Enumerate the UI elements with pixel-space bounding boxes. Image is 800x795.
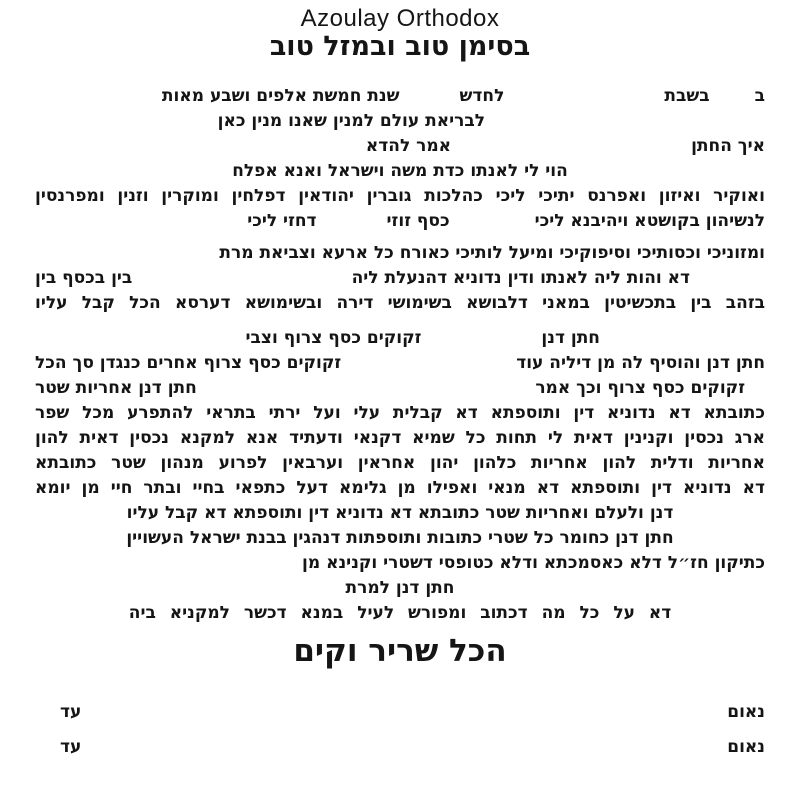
text-segment: בזהב בין בתכשיטין במאני דלבושא בשימושי דירה ובשימושא דערסא הכל קבל עליו: [35, 293, 765, 313]
fill-blank-day-of-month: [504, 100, 664, 101]
text-segment: דא והות ליה לאנתו ודין נדוניא דהנעלת ליה: [351, 268, 690, 288]
ketubah-line-mohar: [35, 211, 765, 236]
text-segment: זקוקים כסף צרוף וצבי: [245, 328, 422, 348]
text-segment: ואוקיר ואיזון ואפרנס יתיכי ליכי כהלכות גוברין יהודאין דפלחין ומוקרין וזנין ומפרנסין: [35, 186, 765, 206]
signer-label: נאום: [727, 702, 765, 722]
ketubah-line-sustenance: [35, 243, 765, 268]
fill-blank-zekukim-amount: [421, 342, 541, 343]
text-segment: חתן דנן למרת: [345, 578, 455, 598]
text-segment: דא נדוניא דין ותוספתא דא מנאי ואפילו מן גלימא דעל כתפאי בחיי ובתר חיי מן יומא: [35, 478, 765, 498]
ketubah-text-body: [35, 86, 765, 628]
text-segment: הוי לי לאנתו כדת משה וישראל ואנא אפלח: [232, 161, 568, 181]
signature-row-witness-2: [35, 737, 765, 757]
ketubah-line-obligations: [35, 186, 765, 211]
fill-blank-groom-name: [451, 150, 691, 151]
text-segment: איך החתן: [691, 136, 765, 156]
text-segment: לנשיהון בקושטא ויהיבנא ליכי: [534, 211, 765, 231]
document-title: Azoulay Orthodox: [300, 5, 500, 32]
ketubah-line-dowry-intro: [35, 268, 765, 293]
ketubah-line-era: [35, 111, 765, 136]
text-segment: כתובתא דא נדוניא דין ותוספתא דא קבלית עלי ועל ירתי בתראי להתפרע מכל שפר: [35, 403, 765, 423]
text-segment: חתן דנן: [541, 328, 600, 348]
text-segment: לבריאת עולם למנין שאנו מנין כאן: [217, 111, 485, 131]
ketubah-line-guarantee-3: [35, 453, 765, 478]
ketubah-line-addition: [35, 353, 765, 378]
ketubah-line-custom: [35, 528, 765, 553]
text-segment: דחזי ליכי: [247, 211, 317, 231]
ketubah-line-groom-intro: [35, 136, 765, 161]
witness-label: עד: [60, 702, 82, 722]
text-segment: שנת חמשת אלפים ושבע מאות: [161, 86, 400, 106]
fill-blank-zuzim-amount: [317, 225, 387, 226]
text-segment: בשבת: [664, 86, 710, 106]
ketubah-line-dowry-sum: [35, 328, 765, 353]
fill-blank-space: [690, 282, 765, 283]
text-segment: חתן דנן אחריות שטר: [35, 378, 197, 398]
ketubah-line-dowry-items: [35, 293, 765, 318]
text-segment: כתיקון חז״ל דלא כאסמכתא ודלא כטופסי דשטרי וקנינא מן: [302, 553, 765, 573]
closing-declaration: הכל שריר וקים: [293, 633, 507, 669]
text-segment: כסף זוזי: [386, 211, 450, 231]
blessing-header: בסימן טוב ובמזל טוב: [269, 31, 531, 62]
text-segment: ומזוניכי וכסותיכי וסיפוקיכי ומיעל לותיכי כאורח כל ארעא וצביאת מרת: [219, 243, 765, 263]
fill-blank-day: [710, 100, 755, 101]
signer-label: נאום: [727, 737, 765, 757]
text-segment: לחדש: [459, 86, 505, 106]
signature-row-witness-1: [35, 702, 765, 722]
fill-blank-space: [745, 392, 765, 393]
text-segment: דנן ולעלם ואחריות שטר כתובתא דא נדוניא דין ותוספתא דא קבל עליו: [126, 503, 674, 523]
ketubah-line-final-clause: [35, 603, 765, 628]
witness-label: עד: [60, 737, 82, 757]
ketubah-line-guarantee-4: [35, 478, 765, 503]
text-segment: זקוקים כסף צרוף וכך אמר: [535, 378, 745, 398]
ketubah-line-kinyan: [35, 553, 765, 578]
text-segment: בין בכסף בין: [35, 268, 133, 288]
ketubah-line-guarantee-1: [35, 403, 765, 428]
fill-blank-month: [400, 100, 460, 101]
ketubah-line-parties: [35, 578, 765, 603]
text-segment: אמר להדא: [365, 136, 452, 156]
fill-blank-groom-name-2: [600, 342, 765, 343]
ketubah-line-guarantee-5: [35, 503, 765, 528]
text-segment: אחריות ודלית להון אחריות כלהון יהון אחראין וערבאין לפרוע מנהון שטר כתובתא: [35, 453, 765, 473]
ketubah-line-total: [35, 378, 765, 403]
text-segment: חתן דנן והוסיף לה מן דיליה עוד: [516, 353, 765, 373]
text-segment: חתן דנן כחומר כל שטרי כתובות ותוספתות דנהגין בבנת ישראל העשויין: [126, 528, 674, 548]
text-segment: דא על כל מה דכתוב ומפורש לעיל במנא דכשר למקניא ביה: [128, 603, 672, 623]
ketubah-line-date: [35, 86, 765, 111]
text-segment: זקוקים כסף צרוף אחרים כנגדן סך הכל: [35, 353, 342, 373]
fill-blank-year-word: [485, 125, 765, 126]
text-segment: ארג נכסין וקנינין דאית לי תחות כל שמיא דקנאי ודעתיד אנא למקנא נכסין דאית להון: [35, 428, 765, 448]
ketubah-line-guarantee-2: [35, 428, 765, 453]
text-segment: ב: [754, 86, 765, 106]
fill-blank-mohar-type: [450, 225, 535, 226]
ketubah-line-betrothal: [35, 161, 765, 186]
